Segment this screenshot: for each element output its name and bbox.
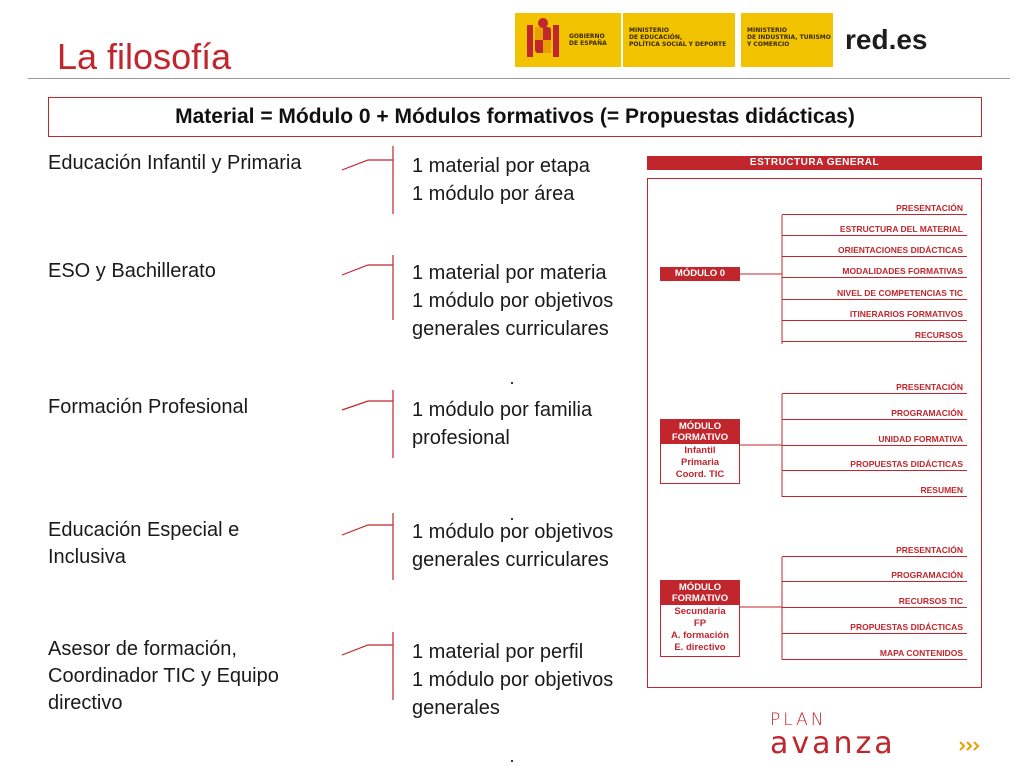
- min-ind-line-3: Y COMERCIO: [747, 41, 790, 48]
- level-name: Educación Infantil y Primaria: [48, 152, 302, 174]
- desc-line: 1 módulo por área: [412, 183, 575, 205]
- module-head-line: MÓDULO: [678, 582, 722, 593]
- module-body-line: Infantil: [684, 445, 716, 456]
- min-edu-line-1: MINISTERIO: [629, 27, 669, 34]
- module-head: [661, 581, 739, 605]
- min-ind-line-1: MINISTERIO: [747, 27, 787, 34]
- gobierno-line-2: DE ESPAÑA: [569, 40, 607, 47]
- module-body-line: Coord. TIC: [675, 469, 725, 480]
- structure-header: ESTRUCTURA GENERAL: [647, 156, 982, 170]
- module-body: [661, 444, 739, 483]
- desc-line: 1 módulo por objetivos: [412, 669, 614, 691]
- level-name: Asesor de formación,: [48, 638, 237, 660]
- desc-line: generales: [412, 697, 500, 719]
- module0-item: ITINERARIOS FORMATIVOS: [782, 301, 967, 321]
- plan-word: PLAN: [770, 710, 827, 730]
- module-formativo-secundaria: [660, 580, 740, 657]
- module-body-line: Primaria: [680, 457, 720, 468]
- primaria-item: RESUMEN: [782, 477, 967, 497]
- module-head-line: FORMATIVO: [671, 593, 729, 604]
- module0-item: NIVEL DE COMPETENCIAS TIC: [782, 280, 967, 300]
- desc-line: 1 módulo por objetivos: [412, 290, 614, 312]
- page-title: La filosofía: [57, 36, 232, 77]
- desc-line: profesional: [412, 427, 510, 449]
- min-edu-line-3: POLÍTICA SOCIAL Y DEPORTE: [629, 41, 727, 48]
- module0-item: ESTRUCTURA DEL MATERIAL: [782, 216, 967, 236]
- module-formativo-primaria: [660, 419, 740, 484]
- secundaria-item: PROGRAMACIÓN: [782, 562, 967, 582]
- desc-line: generales curriculares: [412, 549, 609, 571]
- module0-item: RECURSOS: [782, 322, 967, 342]
- gobierno-line-1: GOBIERNO: [569, 33, 605, 40]
- module-body-line: Secundaria: [674, 606, 726, 617]
- level-name: Coordinador TIC y Equipo: [48, 665, 279, 687]
- secundaria-item: MAPA CONTENIDOS: [782, 640, 967, 660]
- avanza-word: avanza: [770, 726, 896, 761]
- secundaria-item: PROPUESTAS DIDÁCTICAS: [782, 614, 967, 634]
- plan-avanza-logo: [770, 712, 896, 759]
- level-name: Inclusiva: [48, 546, 126, 568]
- desc-line: 1 material por materia: [412, 262, 607, 284]
- level-name: Educación Especial e: [48, 519, 240, 541]
- desc-line: generales curriculares: [412, 318, 609, 340]
- module-head: [661, 420, 739, 444]
- module-body-line: FP: [693, 618, 707, 629]
- secundaria-item: PRESENTACIÓN: [782, 537, 967, 557]
- module-body: [661, 605, 739, 656]
- desc-line: 1 material por perfil: [412, 641, 584, 663]
- secundaria-item: RECURSOS TIC: [782, 588, 967, 608]
- primaria-item: PROGRAMACIÓN: [782, 400, 967, 420]
- module0-item: PRESENTACIÓN: [782, 195, 967, 215]
- desc-line: 1 módulo por familia: [412, 399, 593, 421]
- level-name: directivo: [48, 692, 123, 714]
- module-body-line: E. directivo: [674, 642, 726, 653]
- desc-line: 1 material por etapa: [412, 155, 590, 177]
- primaria-item: UNIDAD FORMATIVA: [782, 426, 967, 446]
- module-head-line: MÓDULO: [678, 421, 722, 432]
- module-0-box: MÓDULO 0: [660, 267, 740, 281]
- module0-item: MODALIDADES FORMATIVAS: [782, 258, 967, 278]
- formula-banner: Material = Módulo 0 + Módulos formativos (= Propuestas didácticas): [48, 97, 982, 137]
- primaria-item: PROPUESTAS DIDÁCTICAS: [782, 451, 967, 471]
- module0-item: ORIENTACIONES DIDÁCTICAS: [782, 237, 967, 257]
- desc-line: 1 módulo por objetivos: [412, 521, 614, 543]
- min-ind-line-2: DE INDUSTRIA, TURISMO: [747, 34, 831, 41]
- min-edu-line-2: DE EDUCACIÓN,: [629, 34, 683, 41]
- level-name: ESO y Bachillerato: [48, 260, 216, 282]
- module-body-line: A. formación: [670, 630, 730, 641]
- primaria-item: PRESENTACIÓN: [782, 374, 967, 394]
- level-name: Formación Profesional: [48, 396, 249, 418]
- reds-logo: red.es: [845, 24, 928, 55]
- module-head-line: FORMATIVO: [671, 432, 729, 443]
- avanza-arrows-icon: [958, 740, 982, 752]
